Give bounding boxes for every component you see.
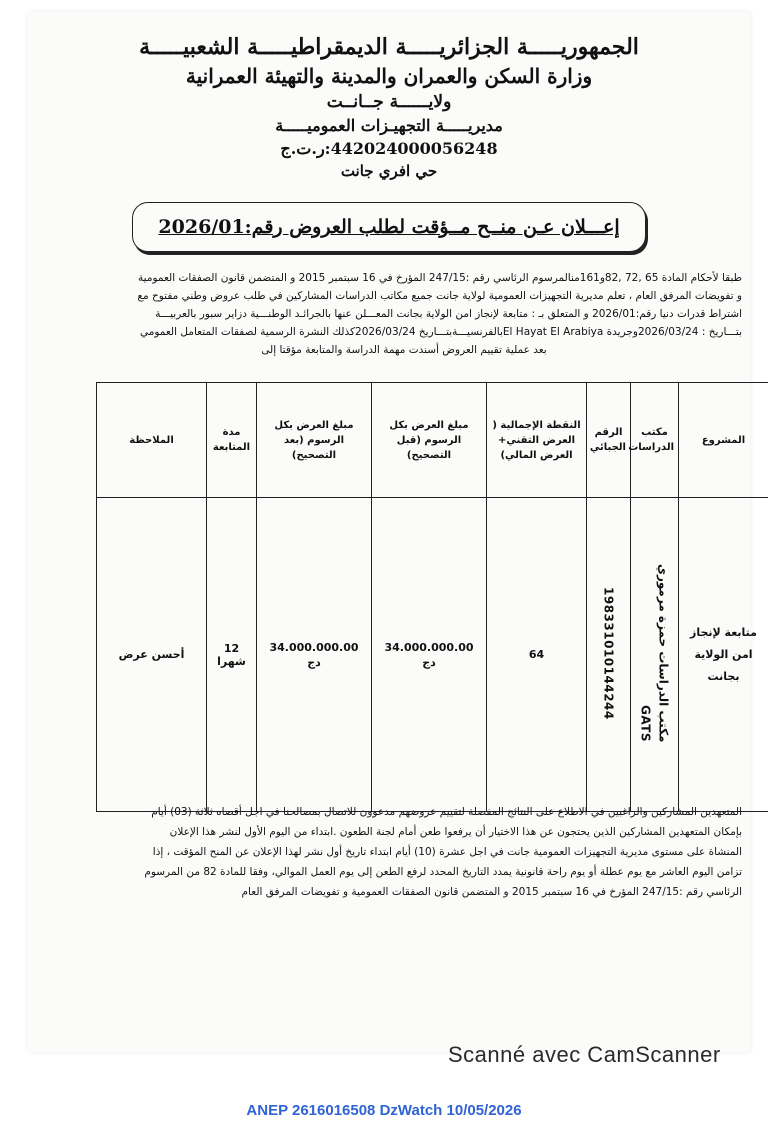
office-name: مكتب الدراسات حمزة مرموري (656, 563, 671, 743)
intro-line: اشتراط قدرات دنيا رقم:2026/01 و المتعلق بـ : متابعة لإنجاز امن الولاية بجانت المعـــلن عنها بالجرائـد الوطنـــية دزاير سبور بالعربيـــة (155, 308, 742, 320)
intro-line: و تفويضات المرفق العام ، تعلم مديرية التجهيزات العمومية لولاية جانت جميع مكاتب الدراسات المشاركين في طلب عروض وطني مفتوح مع (137, 290, 742, 302)
closing-line: المنشاة على مستوى مديرية التجهيزات العمومية جانت في اجل عشرة (10) أيام ابتداء تاريخ أول نشر لهذا الإعلان عن المنح المؤقت ، إذا (152, 846, 742, 858)
score-value: 64 (528, 648, 545, 661)
amount-after-currency: دج (307, 655, 321, 669)
header-score: النقطة الإجمالية ( العرض التقني+ العرض المالي) (487, 383, 587, 498)
award-table (96, 382, 768, 812)
header-amount-before: مبلغ العرض بكل الرسوم (قبل التصحيح) (372, 383, 487, 498)
amount-after-value: 34.000.000.00 (269, 640, 359, 654)
tax-id: 442024000056248:ر.ت.ج (280, 139, 498, 158)
republic-name: الجمهوريـــــة الجزائريـــــة الديمقراطيـــــة الشعبيـــــة (139, 34, 639, 60)
cell-amount-after (257, 498, 372, 812)
header-amount-after: مبلغ العرض بكل الرسوم (بعد التصحيح) (257, 383, 372, 498)
announcement-title: إعـــلان عـن منــح مــؤقت لطلب العروض رقم:2026/01 (158, 216, 620, 238)
cell-office (631, 498, 679, 812)
header-office: مكتب الدراسات (631, 383, 679, 498)
header-project: المشروع (679, 383, 768, 498)
letterhead (28, 32, 750, 180)
table-header-row (97, 383, 768, 498)
closing-line: الرئاسي رقم :247/15 المؤرخ في 16 سبتمبر 2015 و المتضمن قانون الصفقات العمومية و تفويضات المرفق العام (241, 886, 742, 898)
wilaya-name: ولايــــــة جــانــت (326, 92, 452, 112)
header-note: الملاحظة (97, 383, 207, 498)
note-value: أحسن عرض (118, 648, 185, 661)
cell-note (97, 498, 207, 812)
closing-line: المتعهدين المشاركين والراغبين في الاطلاع على النتائج المفصلة لتقييم عروضهم مدعوون للاتصال بمصالحنا في اجل أقصاه ثلاثة (03) أيام (151, 806, 742, 818)
intro-line: بعد عملية تقييم العروض أسندت مهمة الدراسة والمتابعة مؤقتا إلى (261, 344, 547, 356)
cell-score (487, 498, 587, 812)
source-footer: ANEP 2616016508 DzWatch 10/05/2026 (246, 1102, 522, 1119)
cell-amount-before (372, 498, 487, 812)
address: حي افري جانت (340, 162, 438, 180)
cell-duration (207, 498, 257, 812)
header-duration: مدة المتابعة (207, 383, 257, 498)
table-row (97, 498, 768, 812)
tax-number: 198331010144244 (601, 586, 616, 720)
closing-line: تزامن اليوم العاشر مع يوم عطلة أو يوم راحة قانونية يمدد التاريخ المحدد لرفع الطعن إلى يوم العمل الموالي، وفقا للمادة 82 من المرسوم (144, 866, 742, 878)
closing-line: بإمكان المتعهدين المشاركين الذين يحتجون عن هذا الاختيار أن يرفعوا طعن أمام لجنة الطعون .ابتداء من اليوم الأول لنشر هذا الإعلان (169, 826, 742, 838)
cell-project (679, 498, 768, 812)
header-tax-number: الرقم الجبائي (587, 383, 631, 498)
directorate-name: مديريـــــة التجهيـزات العموميـــــة (275, 116, 503, 135)
closing-paragraph (66, 802, 742, 902)
amount-before-value: 34.000.000.00 (384, 640, 474, 654)
office-code: GATS (638, 705, 653, 743)
cell-tax-number (587, 498, 631, 812)
ministry-name: وزارة السكن والعمران والمدينة والتهيئة العمرانية (185, 64, 593, 88)
intro-line: بتـــاريخ : 2026/03/24وجريدة El Hayat El Arabiyaبالفرنسيـــةبتـــاريخ 2026/03/24كذلك النشرة الرسمية لصفقات المتعامل العمومي (139, 326, 742, 338)
scanned-page (28, 12, 757, 1052)
intro-line: طبقا لأحكام المادة 65 ,72 ,82و161منالمرسوم الرئاسي رقم :247/15 المؤرخ في 16 سبتمبر 2015 و المتضمن قانون الصفقات العمومية (138, 272, 742, 284)
amount-before-currency: دج (422, 655, 436, 669)
project-name: متابعة لإنجاز امن الولاية بجانت (690, 625, 757, 683)
intro-paragraph (66, 269, 742, 359)
duration-value: 12 شهرا (217, 641, 246, 668)
camscanner-watermark: Scanné avec CamScanner (448, 1042, 721, 1067)
announcement-title-box (132, 202, 646, 252)
